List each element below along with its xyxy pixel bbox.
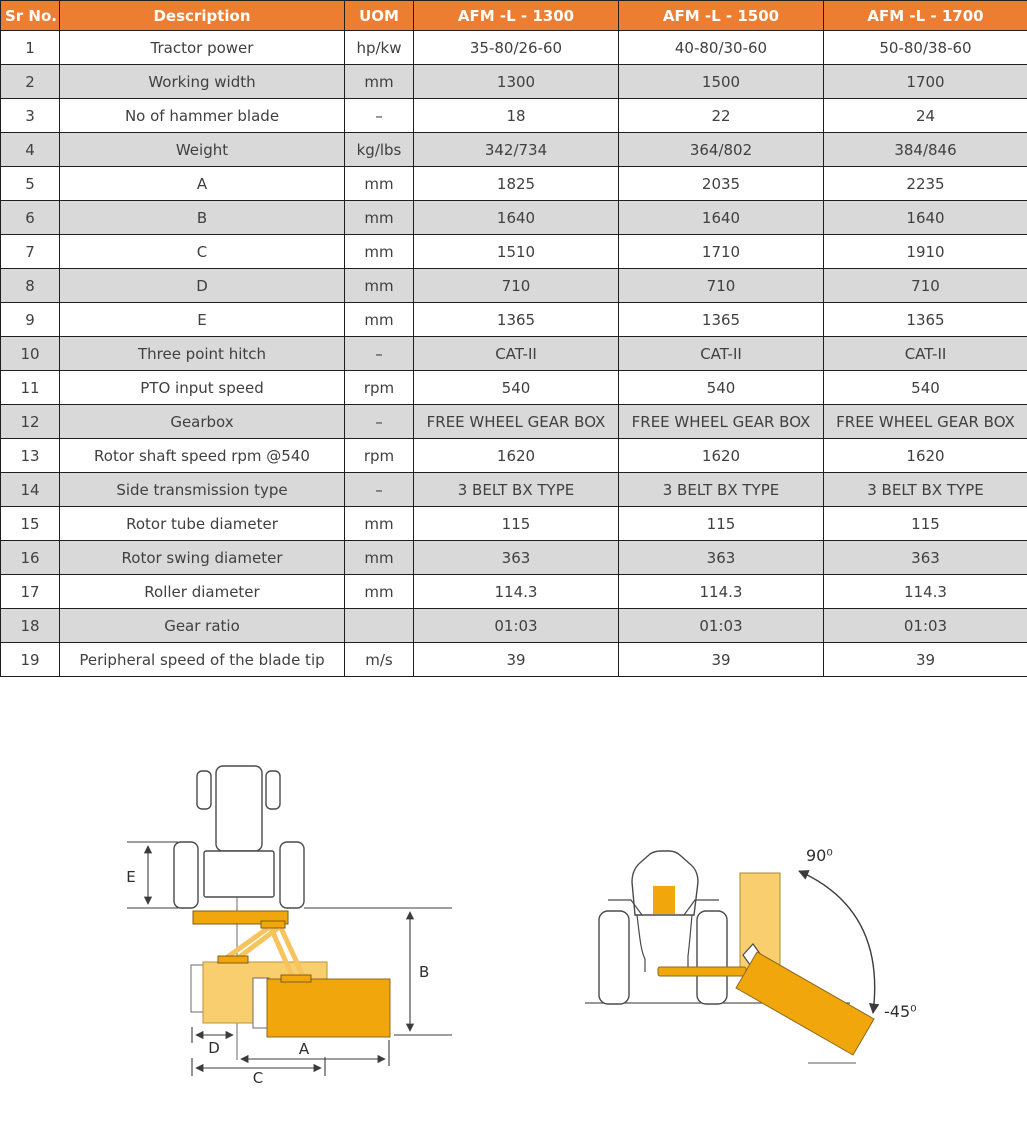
cell-value-1700: 540 — [824, 371, 1027, 405]
cell-value-1700: 3 BELT BX TYPE — [824, 473, 1027, 507]
column-header-description: Description — [60, 1, 345, 31]
cell-uom — [345, 609, 414, 643]
cell-sr-no: 12 — [1, 405, 60, 439]
cell-value-1700: FREE WHEEL GEAR BOX — [824, 405, 1027, 439]
cell-value-1700: 710 — [824, 269, 1027, 303]
cell-uom: mm — [345, 235, 414, 269]
cell-value-1500: FREE WHEEL GEAR BOX — [619, 405, 824, 439]
cell-description: Rotor swing diameter — [60, 541, 345, 575]
cell-description: Tractor power — [60, 31, 345, 65]
cell-description: Gear ratio — [60, 609, 345, 643]
table-row — [1, 405, 1027, 439]
cell-value-1300: 114.3 — [414, 575, 619, 609]
cell-value-1300: 710 — [414, 269, 619, 303]
cell-value-1300: 01:03 — [414, 609, 619, 643]
cell-sr-no: 1 — [1, 31, 60, 65]
tractor-rear-view-diagram — [585, 846, 917, 1063]
lift-arm — [658, 967, 746, 976]
column-header-value-1500: AFM -L - 1500 — [619, 1, 824, 31]
table-row — [1, 235, 1027, 269]
cell-uom: rpm — [345, 439, 414, 473]
cell-description: Roller diameter — [60, 575, 345, 609]
cell-value-1700: 1910 — [824, 235, 1027, 269]
table-row — [1, 609, 1027, 643]
cell-sr-no: 18 — [1, 609, 60, 643]
cell-value-1500: 2035 — [619, 167, 824, 201]
cell-value-1500: 1620 — [619, 439, 824, 473]
cell-value-1500: 115 — [619, 507, 824, 541]
cell-value-1300: 1300 — [414, 65, 619, 99]
cell-description: Peripheral speed of the blade tip — [60, 643, 345, 677]
table-row — [1, 167, 1027, 201]
cell-value-1300: 115 — [414, 507, 619, 541]
table-row — [1, 65, 1027, 99]
table-row — [1, 133, 1027, 167]
cell-value-1700: 1640 — [824, 201, 1027, 235]
cell-uom: – — [345, 99, 414, 133]
table-row — [1, 31, 1027, 65]
cell-value-1300: 1825 — [414, 167, 619, 201]
cell-value-1300: 1365 — [414, 303, 619, 337]
cell-uom: kg/lbs — [345, 133, 414, 167]
deck2-bracket — [281, 975, 311, 982]
cell-uom: mm — [345, 65, 414, 99]
cell-uom: hp/kw — [345, 31, 414, 65]
cell-uom: – — [345, 405, 414, 439]
table-row — [1, 371, 1027, 405]
cell-sr-no: 11 — [1, 371, 60, 405]
dimension-c-label: C — [252, 1069, 264, 1087]
table-row — [1, 643, 1027, 677]
cell-value-1300: 342/734 — [414, 133, 619, 167]
cell-uom: mm — [345, 303, 414, 337]
cell-value-1700: 115 — [824, 507, 1027, 541]
cell-uom: mm — [345, 167, 414, 201]
cell-value-1500: 1365 — [619, 303, 824, 337]
cell-uom: – — [345, 337, 414, 371]
rear-left-wheel — [174, 842, 198, 908]
cell-sr-no: 3 — [1, 99, 60, 133]
left-deck-side-plate — [191, 965, 203, 1012]
cell-value-1300: 1510 — [414, 235, 619, 269]
cell-value-1700: CAT-II — [824, 337, 1027, 371]
tractor-top-view-diagram — [126, 766, 452, 1087]
cell-uom: mm — [345, 269, 414, 303]
rear-right-wheel-rv — [697, 911, 727, 1004]
cell-sr-no: 6 — [1, 201, 60, 235]
cell-sr-no: 10 — [1, 337, 60, 371]
cell-sr-no: 15 — [1, 507, 60, 541]
cell-uom: mm — [345, 507, 414, 541]
table-row — [1, 201, 1027, 235]
table-header-row — [1, 1, 1027, 31]
rear-left-wheel-rv — [599, 911, 629, 1004]
cell-value-1300: 39 — [414, 643, 619, 677]
cell-description: No of hammer blade — [60, 99, 345, 133]
cell-description: A — [60, 167, 345, 201]
cab-seat-box — [653, 886, 675, 914]
cell-value-1500: 114.3 — [619, 575, 824, 609]
cell-value-1700: 1365 — [824, 303, 1027, 337]
cell-sr-no: 17 — [1, 575, 60, 609]
cell-value-1500: 540 — [619, 371, 824, 405]
mower-diagrams-svg — [0, 694, 1027, 1136]
table-row — [1, 541, 1027, 575]
cell-value-1500: 3 BELT BX TYPE — [619, 473, 824, 507]
cell-uom: mm — [345, 201, 414, 235]
table-row — [1, 303, 1027, 337]
table-row — [1, 575, 1027, 609]
cell-value-1500: CAT-II — [619, 337, 824, 371]
cell-description: Rotor tube diameter — [60, 507, 345, 541]
cell-sr-no: 13 — [1, 439, 60, 473]
cell-value-1500: 01:03 — [619, 609, 824, 643]
cell-value-1300: 18 — [414, 99, 619, 133]
cell-value-1300: 1620 — [414, 439, 619, 473]
front-right-wheel — [266, 771, 280, 809]
angle-90-label: 90⁰ — [806, 846, 833, 865]
table-row — [1, 337, 1027, 371]
cell-description: PTO input speed — [60, 371, 345, 405]
tractor-rear-body — [204, 851, 274, 897]
cell-value-1300: 3 BELT BX TYPE — [414, 473, 619, 507]
cell-value-1700: 1700 — [824, 65, 1027, 99]
cell-uom: rpm — [345, 371, 414, 405]
cell-value-1500: 39 — [619, 643, 824, 677]
cell-sr-no: 16 — [1, 541, 60, 575]
cell-sr-no: 19 — [1, 643, 60, 677]
deck1-bracket — [218, 956, 248, 963]
cell-value-1500: 1640 — [619, 201, 824, 235]
cell-uom: m/s — [345, 643, 414, 677]
cell-value-1500: 364/802 — [619, 133, 824, 167]
cell-value-1700: 2235 — [824, 167, 1027, 201]
table-row — [1, 99, 1027, 133]
cell-sr-no: 2 — [1, 65, 60, 99]
body-right-line — [688, 915, 692, 967]
cell-sr-no: 8 — [1, 269, 60, 303]
cell-description: E — [60, 303, 345, 337]
cell-value-1500: 22 — [619, 99, 824, 133]
column-header-uom: UOM — [345, 1, 414, 31]
dimension-b-label: B — [419, 963, 430, 981]
dimension-e — [126, 842, 178, 908]
cell-value-1500: 40-80/30-60 — [619, 31, 824, 65]
tractor-hood — [216, 766, 262, 851]
cell-value-1500: 1500 — [619, 65, 824, 99]
cell-uom: – — [345, 473, 414, 507]
cell-sr-no: 14 — [1, 473, 60, 507]
cell-sr-no: 7 — [1, 235, 60, 269]
cell-description: Side transmission type — [60, 473, 345, 507]
cell-value-1700: 50-80/38-60 — [824, 31, 1027, 65]
cell-value-1700: 384/846 — [824, 133, 1027, 167]
dimension-a-label: A — [298, 1040, 310, 1058]
cell-uom: mm — [345, 541, 414, 575]
dimension-d-label: D — [208, 1039, 220, 1057]
cell-description: B — [60, 201, 345, 235]
cell-value-1700: 01:03 — [824, 609, 1027, 643]
cell-sr-no: 5 — [1, 167, 60, 201]
angle-minus45-label: -45⁰ — [884, 1002, 917, 1021]
cell-sr-no: 4 — [1, 133, 60, 167]
cell-value-1700: 363 — [824, 541, 1027, 575]
cell-value-1700: 24 — [824, 99, 1027, 133]
dimension-d — [192, 1027, 233, 1057]
cell-value-1300: 35-80/26-60 — [414, 31, 619, 65]
cell-description: Rotor shaft speed rpm @540 — [60, 439, 345, 473]
table-row — [1, 473, 1027, 507]
column-header-value-1300: AFM -L - 1300 — [414, 1, 619, 31]
cell-description: Three point hitch — [60, 337, 345, 371]
table-row — [1, 439, 1027, 473]
cell-value-1300: FREE WHEEL GEAR BOX — [414, 405, 619, 439]
body-left-line — [637, 915, 645, 972]
cell-uom: mm — [345, 575, 414, 609]
front-left-wheel — [197, 771, 211, 809]
dimension-a — [241, 1040, 389, 1066]
cell-value-1500: 710 — [619, 269, 824, 303]
cell-value-1700: 39 — [824, 643, 1027, 677]
column-header-sr-no: Sr No. — [1, 1, 60, 31]
diagrams-section — [0, 694, 1027, 1136]
mower-deck-position-2 — [267, 979, 390, 1037]
cell-value-1500: 363 — [619, 541, 824, 575]
cell-description: D — [60, 269, 345, 303]
dimension-e-label: E — [126, 868, 136, 886]
table-row — [1, 269, 1027, 303]
cell-description: Gearbox — [60, 405, 345, 439]
cell-description: Working width — [60, 65, 345, 99]
cell-value-1300: 1640 — [414, 201, 619, 235]
cell-value-1300: 363 — [414, 541, 619, 575]
cell-value-1700: 1620 — [824, 439, 1027, 473]
spec-table-body — [1, 31, 1027, 677]
hitch-bracket — [261, 921, 285, 928]
rear-right-wheel — [280, 842, 304, 908]
cell-value-1500: 1710 — [619, 235, 824, 269]
column-header-value-1700: AFM -L - 1700 — [824, 1, 1027, 31]
cell-description: Weight — [60, 133, 345, 167]
dimension-c — [192, 1057, 325, 1087]
table-row — [1, 507, 1027, 541]
cell-sr-no: 9 — [1, 303, 60, 337]
cell-description: C — [60, 235, 345, 269]
cell-value-1300: 540 — [414, 371, 619, 405]
cell-value-1300: CAT-II — [414, 337, 619, 371]
cell-value-1700: 114.3 — [824, 575, 1027, 609]
